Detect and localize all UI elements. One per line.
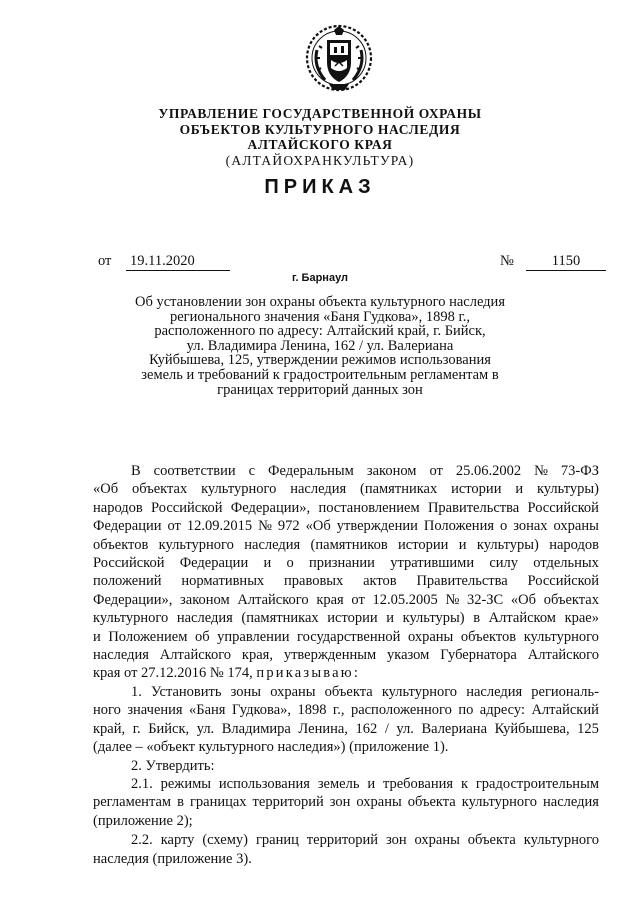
word: «Об — [93, 481, 119, 498]
word: народов — [549, 536, 599, 553]
word: границ — [255, 832, 299, 849]
word: 1. — [131, 683, 142, 700]
order-date: 19.11.2020 — [126, 253, 230, 271]
word: Федерации — [93, 518, 162, 535]
word: культурного — [201, 481, 277, 498]
word: № — [258, 518, 272, 535]
word: «Об — [305, 518, 331, 535]
word: «Об — [510, 591, 537, 608]
word: 32-ЗС — [466, 591, 504, 608]
word: охраны — [407, 628, 454, 645]
word: земель — [317, 775, 360, 792]
word: объектах — [543, 591, 599, 608]
preamble-line — [93, 646, 599, 664]
org-line-2: ОБЪЕКТОВ КУЛЬТУРНОГО НАСЛЕДИЯ — [179, 121, 461, 137]
preamble-line — [93, 628, 599, 646]
subject-line: Об установлении зон охраны объекта культурного наследия — [135, 294, 505, 310]
item-2: 2. Утвердить: — [131, 757, 215, 774]
subject-line: границах территорий данных зон — [217, 381, 423, 398]
word: государственной — [297, 628, 401, 645]
item-2-1-line: (приложение 2); — [93, 812, 193, 829]
item-2-1-line — [93, 793, 599, 811]
word: Правительства — [416, 573, 508, 590]
word: утвержденным — [283, 647, 377, 664]
word: значения — [127, 702, 183, 719]
word: наследия — [290, 481, 347, 498]
word: № — [445, 591, 460, 608]
word: № — [534, 463, 548, 479]
word: правовых — [284, 573, 344, 590]
word: Федеральным — [268, 463, 354, 479]
word: наследия — [93, 647, 149, 664]
word: Гудкова», — [231, 702, 292, 719]
org-abbreviation: (АЛТАЙОХРАНКУЛЬТУРА) — [225, 152, 415, 168]
word: г., — [332, 702, 345, 719]
word: культуры) — [476, 536, 539, 553]
preamble-line — [93, 517, 599, 535]
word: в — [473, 610, 481, 627]
item-2-1-line — [93, 775, 599, 793]
word: и — [458, 536, 467, 553]
order-number: 1150 — [526, 253, 606, 271]
word: и — [515, 481, 524, 498]
word: культурного — [461, 794, 537, 811]
word: положений — [93, 573, 162, 590]
word: территорий — [306, 832, 378, 849]
word: использования — [218, 775, 310, 792]
word: об — [194, 628, 210, 645]
word: охраны — [270, 683, 316, 700]
word: и — [367, 775, 376, 792]
word: объекта — [407, 794, 456, 811]
word: границах — [189, 794, 247, 811]
word: объекта — [324, 683, 373, 700]
date-label: от — [98, 253, 112, 269]
item-2-2-line — [93, 831, 599, 849]
word: карту — [160, 832, 195, 849]
word: наследия — [244, 536, 301, 553]
item-1-line: (далее – «объект культурного наследия») (приложение 1). — [93, 739, 449, 756]
word: от — [167, 518, 181, 535]
word: Алтайского — [527, 647, 599, 664]
word: по — [458, 702, 474, 719]
word: Бийск, — [148, 720, 190, 737]
word: 12.05.2005 — [372, 591, 438, 608]
word: 162 — [355, 720, 378, 737]
word: Губернатора — [440, 647, 517, 664]
word: объектов — [93, 536, 149, 553]
word: Российской — [93, 555, 165, 572]
word: региональ- — [531, 683, 599, 700]
word: (памятниках — [241, 610, 319, 627]
word: ул. — [396, 720, 414, 737]
word: культуры) — [536, 481, 599, 498]
word: охраны — [414, 832, 460, 849]
preamble-line — [93, 572, 599, 590]
word: признании — [308, 555, 375, 572]
word: истории — [327, 610, 378, 627]
org-line-3: АЛТАЙСКОГО КРАЯ — [247, 137, 393, 152]
word: законом — [366, 463, 417, 479]
word: Алтайский — [531, 702, 599, 719]
word: регламентам — [93, 794, 172, 811]
word: отдельных — [533, 555, 599, 572]
word: и — [93, 628, 101, 645]
word: зон — [385, 832, 407, 849]
preamble-line — [93, 536, 599, 554]
word: края — [316, 591, 344, 608]
word: зонах — [513, 518, 548, 535]
word: истории — [451, 481, 502, 498]
subject-line: расположенного по адресу: Алтайский край, г. Бийск, — [154, 323, 486, 340]
word: Положения — [423, 518, 494, 535]
word: край, — [93, 720, 126, 737]
organization-name — [0, 106, 640, 168]
word: охраны — [356, 794, 402, 811]
word: наследия — [543, 794, 599, 811]
word: (схему) — [202, 832, 248, 849]
word: Ленина, — [298, 720, 348, 737]
word: охраны — [553, 518, 599, 535]
preamble-final-text: края от 27.12.2016 № 174, — [93, 665, 253, 682]
word: / — [384, 720, 389, 737]
word: и — [386, 610, 394, 627]
word: зоны — [230, 683, 262, 700]
word: Федерации — [179, 555, 249, 572]
subject-line: регионального значения «Баня Гудкова», 1898 г., — [169, 308, 471, 325]
word: 73-ФЗ — [560, 463, 599, 479]
word: 25.06.2002 — [455, 463, 522, 479]
word: управлении — [217, 628, 290, 645]
word: края, — [241, 647, 273, 664]
word: истории — [398, 536, 449, 553]
word: требования — [382, 775, 454, 792]
word: территорий — [252, 794, 324, 811]
order-body — [93, 462, 599, 868]
subject-line: земель и требований к градостроительным регламентам в — [141, 366, 499, 383]
document-type-title: ПРИКАЗ — [264, 176, 376, 198]
word: Алтайском — [488, 610, 556, 627]
word: ного — [93, 702, 121, 719]
order-word-colon: : — [353, 665, 358, 682]
order-word: приказываю — [256, 665, 354, 682]
word: с — [248, 463, 256, 479]
date-number-row — [98, 249, 608, 271]
word: Российской — [151, 499, 223, 516]
org-line-1: УПРАВЛЕНИЕ ГОСУДАРСТВЕННОЙ ОХРАНЫ — [158, 106, 482, 121]
word: постановлением — [318, 499, 420, 516]
word: культурного — [381, 683, 458, 700]
preamble-line — [93, 554, 599, 572]
word: Владимира — [221, 720, 291, 737]
subject-line: Куйбышева, 125, утверждении режимов использования — [149, 352, 491, 369]
word: 125 — [577, 720, 599, 737]
word: нормативных — [181, 573, 265, 590]
item-1-line — [93, 701, 599, 719]
word: культурного — [158, 536, 234, 553]
word: народов — [93, 499, 143, 516]
item-1-line — [93, 720, 599, 738]
preamble-line — [93, 462, 599, 480]
word: культуры) — [402, 610, 465, 627]
word: Федерации», — [230, 499, 311, 516]
item-1-line — [93, 683, 599, 701]
word: 1898 — [297, 702, 327, 719]
word: о — [286, 555, 294, 572]
word: ул. — [196, 720, 215, 737]
word: режимы — [160, 775, 212, 792]
word: от — [351, 591, 365, 608]
word: актов — [363, 573, 397, 590]
word: наследия — [466, 683, 523, 700]
word: силу — [489, 555, 519, 572]
word: 2.1. — [131, 775, 153, 792]
word: Алтайского — [159, 647, 232, 664]
word: Установить — [151, 683, 222, 700]
word: законом — [180, 591, 230, 608]
word: крае» — [564, 610, 599, 627]
word: зон — [329, 794, 351, 811]
number-label: № — [500, 253, 514, 269]
word: культурного — [523, 832, 599, 849]
word: Российской — [527, 499, 599, 516]
word: (памятниках — [359, 481, 438, 498]
word: 972 — [277, 518, 300, 535]
preamble-line — [93, 480, 599, 498]
word: Куйбышева, — [494, 720, 570, 737]
word: указом — [387, 647, 430, 664]
word: 12.09.2015 — [186, 518, 253, 535]
word: г. — [132, 720, 141, 737]
word: В — [131, 463, 141, 479]
word: объектах — [131, 481, 188, 498]
word: утверждении — [336, 518, 418, 535]
word: культурного — [93, 610, 169, 627]
preamble-line — [93, 499, 599, 517]
word: культурного — [523, 628, 599, 645]
word: к — [460, 775, 468, 792]
word: расположенного — [350, 702, 452, 719]
word: утратившими — [390, 555, 475, 572]
word: объектов — [460, 628, 517, 645]
word: Алтайского — [237, 591, 309, 608]
word: 2.2. — [131, 832, 153, 849]
word: градостроительным — [475, 775, 599, 792]
word: наследия — [176, 610, 233, 627]
word: соответствии — [153, 463, 236, 479]
word: адресу: — [479, 702, 525, 719]
word: Федерации», — [93, 591, 173, 608]
word: Российской — [527, 573, 599, 590]
word: Правительства — [427, 499, 520, 516]
city-name: г. Барнаул — [291, 272, 349, 284]
subject-line: ул. Владимира Ленина, 162 / ул. Валериана — [186, 337, 454, 354]
word: объекта — [467, 832, 516, 849]
word: и — [263, 555, 272, 572]
altai-krai-coat-of-arms-icon — [305, 22, 373, 94]
preamble-final-line — [93, 664, 599, 682]
preamble-line — [93, 591, 599, 609]
item-2-2-line: наследия (приложение 3). — [93, 850, 252, 867]
word: «Баня — [189, 702, 226, 719]
order-subject — [120, 295, 520, 397]
preamble-line — [93, 609, 599, 627]
word: от — [429, 463, 443, 479]
word: в — [177, 794, 184, 811]
word: Валериана — [421, 720, 488, 737]
word: (памятников — [310, 536, 388, 553]
word: о — [499, 518, 508, 535]
word: Положением — [108, 628, 188, 645]
